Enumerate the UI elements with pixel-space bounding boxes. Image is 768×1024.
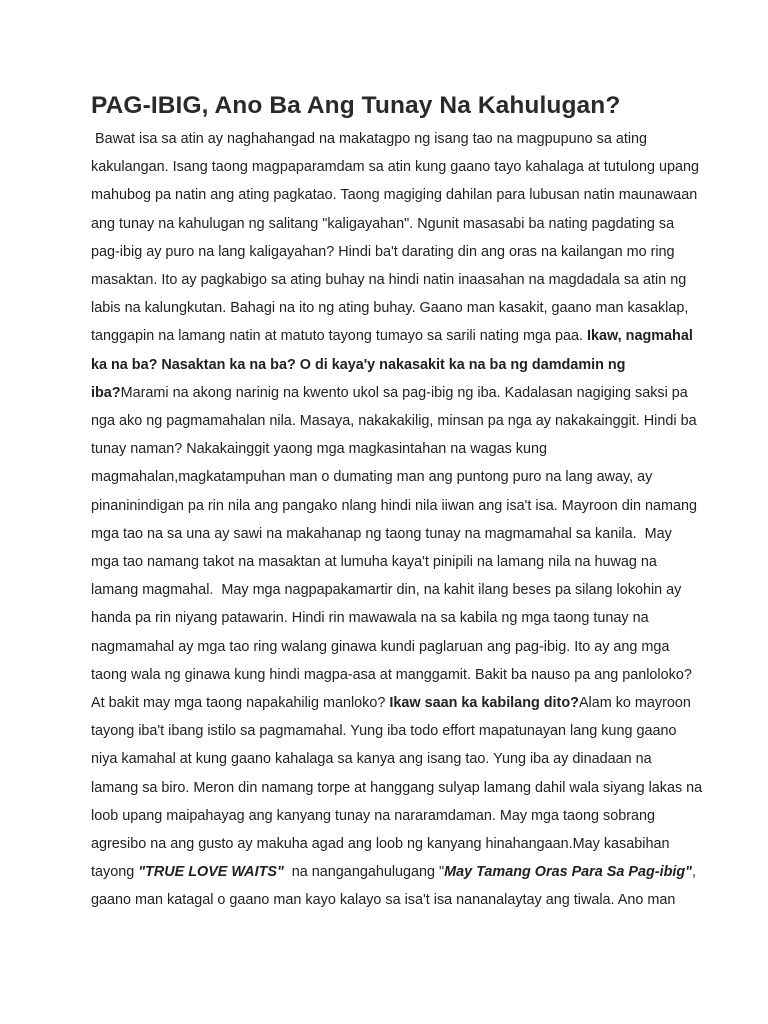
text-line bbox=[91, 689, 691, 717]
text-run: , bbox=[691, 864, 696, 881]
text-run: mga tao namang takot na masaktan at lumuha kaya't pinipili na lamang nila na huwag na bbox=[91, 554, 657, 571]
text-run: pag-ibig ay puro na lang kaligayahan? Hindi ba't darating din ang oras na kailangan mo ring bbox=[91, 243, 675, 260]
emphasized-text: "TRUE LOVE WAITS" bbox=[138, 864, 284, 881]
text-run: Marami na akong narinig na kwento ukol sa pag-ibig ng iba. Kadalasan nagiging saksi pa bbox=[120, 384, 688, 401]
text-run: tanggapin na lamang natin at matuto tayong tumayo sa sarili nating mga paa. bbox=[91, 328, 587, 345]
emphasized-text: ka na ba? Nasaktan ka na ba? O di kaya'y nakasakit ka na ba ng damdamin ng bbox=[91, 356, 626, 373]
text-run: lamang sa biro. Meron din namang torpe at hanggang sulyap lamang dahil wala siyang lakas na bbox=[91, 779, 703, 796]
text-run: agresibo na ang gusto ay makuha agad ang loob ng kanyang hinahangaan.May kasabihan bbox=[91, 836, 670, 853]
text-run: tunay naman? Nakakainggit yaong mga magkasintahan na wagas kung bbox=[91, 441, 548, 458]
text-line bbox=[91, 520, 691, 548]
emphasized-text: May Tamang Oras Para Sa Pag-ibig" bbox=[444, 864, 692, 881]
text-line bbox=[91, 435, 691, 463]
text-run: Bawat isa sa atin ay naghahangad na makatagpo ng isang tao na magpupuno sa ating bbox=[91, 131, 648, 147]
text-line bbox=[91, 802, 691, 830]
text-line bbox=[91, 153, 700, 181]
text-run: handa pa rin niyang patawarin. Hindi rin mawawala na sa kabila ng mga taong tunay na bbox=[91, 610, 649, 627]
text-run: pinaninindigan pa rin nila ang pangako nlang hindi nila iiwan ang isa't isa. Mayroon din namang bbox=[91, 497, 697, 514]
text-line bbox=[91, 633, 691, 661]
emphasized-text: Ikaw, nagmahal bbox=[587, 328, 693, 345]
emphasized-text: Ikaw saan ka kabilang dito? bbox=[389, 695, 579, 712]
document-title: PAG-IBIG, Ano Ba Ang Tunay Na Kahulugan? bbox=[91, 92, 621, 119]
text-line bbox=[91, 210, 691, 238]
text-line bbox=[91, 266, 691, 294]
text-run: magmahalan,magkatampuhan man o dumating man ang puntong puro na lang away, ay bbox=[91, 469, 653, 486]
text-line bbox=[91, 576, 691, 604]
text-run: taong wala ng ginawa kung hindi magpa-asa at manggamit. Bakit ba nauso pa ang panloloko? bbox=[91, 666, 692, 683]
document-body bbox=[91, 125, 703, 915]
text-line bbox=[91, 774, 703, 802]
text-run: gaano man katagal o gaano man kayo kalayo sa isa't isa nananalaytay ang tiwala. Ano man bbox=[91, 892, 676, 909]
text-line bbox=[91, 322, 691, 350]
text-run: tayong iba't ibang istilo sa pagmamahal. Yung iba todo effort mapatunayan lang kung gaano bbox=[91, 723, 677, 740]
emphasized-text: iba? bbox=[91, 384, 121, 401]
text-line bbox=[91, 830, 691, 858]
text-run: ang tunay na kahulugan ng salitang "kaligayahan". Ngunit masasabi ba nating pagdating sa bbox=[91, 215, 675, 232]
text-line bbox=[91, 548, 691, 576]
text-line bbox=[91, 463, 691, 491]
text-line bbox=[91, 604, 691, 632]
text-line bbox=[91, 294, 691, 322]
text-line bbox=[91, 351, 691, 379]
text-run: masaktan. Ito ay pagkabigo sa ating buhay na hindi natin inaasahan na magdadala sa atin ng bbox=[91, 272, 687, 289]
text-line bbox=[91, 886, 691, 914]
text-run: kakulangan. Isang taong magpaparamdam sa atin kung gaano tayo kahalaga at tutulong upang bbox=[91, 159, 700, 176]
text-run: mga tao na sa una ay sawi na makahanap ng taong tunay na magmamahal sa kanila. May bbox=[91, 525, 672, 542]
text-line bbox=[91, 379, 691, 407]
text-line bbox=[91, 858, 696, 886]
text-line bbox=[91, 745, 691, 773]
text-line bbox=[91, 181, 698, 209]
text-run: nga ako ng pagmamahalan nila. Masaya, nakakakilig, minsan pa nga ay nakakainggit. Hindi ba bbox=[91, 413, 697, 430]
text-line bbox=[91, 407, 697, 435]
text-run: nagmamahal ay mga tao ring walang ginawa kundi paglaruan ang pag-ibig. Ito ay ang mga bbox=[91, 638, 670, 655]
text-run: At bakit may mga taong napakahilig manloko? bbox=[91, 695, 390, 712]
text-run: lamang magmahal. May mga nagpapakamartir din, na kahit ilang beses pa silang lokohin ay bbox=[91, 582, 682, 599]
text-run: mahubog pa natin ang ating pagkatao. Taong magiging dahilan para lubusan natin maunawaan bbox=[91, 187, 698, 204]
text-line bbox=[91, 717, 691, 745]
text-line bbox=[91, 661, 691, 689]
text-line bbox=[91, 125, 691, 153]
text-run: tayong bbox=[91, 864, 139, 881]
text-run: Alam ko mayroon bbox=[578, 695, 691, 712]
text-run: labis na kalungkutan. Bahagi na ito ng ating buhay. Gaano man kasakit, gaano man kasaklap, bbox=[91, 300, 689, 317]
text-line bbox=[91, 238, 691, 266]
text-line bbox=[91, 492, 697, 520]
text-run: na nangangahulugang " bbox=[283, 864, 445, 881]
text-run: loob upang maipahayag ang kanyang tunay na nararamdaman. May mga taong sobrang bbox=[91, 807, 656, 824]
text-run: niya kamahal at kung gaano kahalaga sa kanya ang isang tao. Yung iba ay dinadaan na bbox=[91, 751, 652, 768]
